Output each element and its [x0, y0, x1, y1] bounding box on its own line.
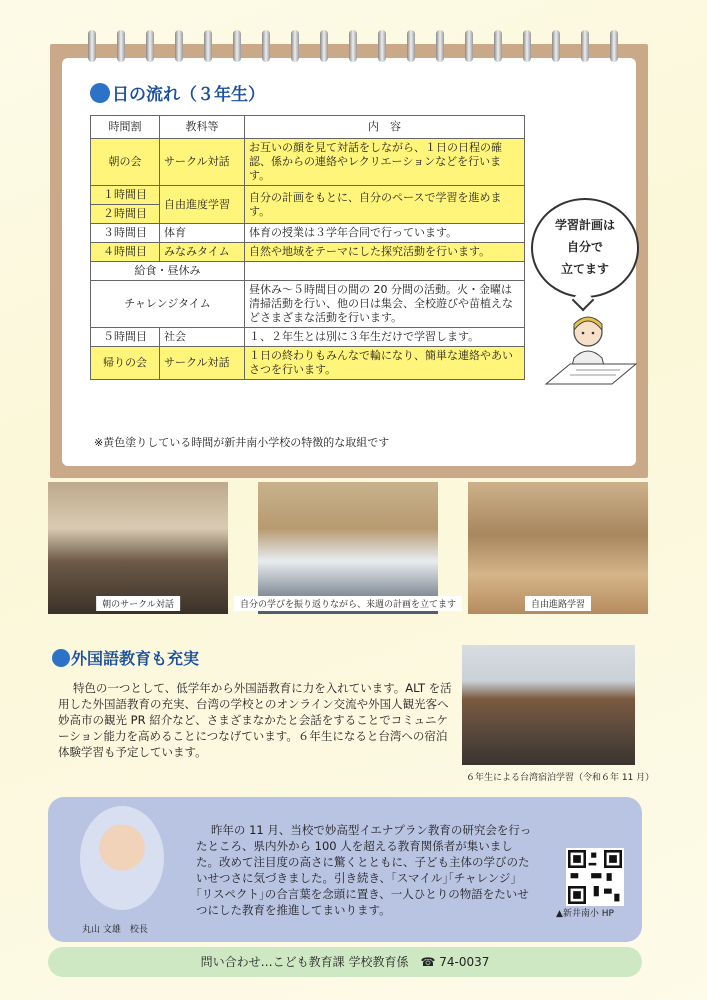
period-cell: 帰りの会 — [91, 347, 160, 380]
qr-label: ▲新井南小 HP — [556, 909, 614, 919]
bullet-icon — [90, 83, 110, 103]
schedule-table — [90, 115, 525, 380]
contact-bar: 問い合わせ…こども教育課 学校教育係 ☎ 74-0037 — [48, 947, 642, 977]
spiral-rings — [86, 30, 626, 64]
speech-bubble — [531, 198, 639, 298]
content-cell — [245, 262, 525, 281]
table-row — [91, 224, 525, 243]
foreign-language-body: 特色の一つとして、低学年から外国語教育に力を入れています。ALT を活用した外国語教育の充実、台湾の学校とのオンライン交流や外国人観光客へ妙高市の観光 PR 紹介など、さまざまなかたと会話をすることでコミュニケーション能力を高めることにつなげています。６年生になると台湾への宿泊体験学習も予定しています。 — [58, 681, 452, 759]
period-cell: 朝の会 — [91, 139, 160, 186]
photo-caption: ６年生による台湾宿泊学習（令和６年 11 月） — [466, 773, 655, 783]
subject-cell: サークル対話 — [160, 139, 245, 186]
content-cell: 昼休み～５時間目の間の 20 分間の活動。火・金曜は清掃活動を行い、他の日は集会、全校遊びや苗植えなどさまざまな活動を行います。 — [245, 281, 525, 328]
bubble-line: 自分で — [566, 240, 603, 254]
content-cell: 体育の授業は３学年合同で行っています。 — [245, 224, 525, 243]
table-row — [91, 262, 525, 281]
table-note: ※黄色塗りしている時間が新井南小学校の特徴的な取組です — [94, 436, 390, 449]
photo-taiwan-trip — [462, 645, 635, 765]
bubble-line: 学習計画は — [554, 218, 615, 232]
subject-cell: サークル対話 — [160, 347, 245, 380]
period-cell: ２時間目 — [91, 205, 160, 224]
principal-portrait — [80, 806, 164, 910]
photo-self-paced-learning — [468, 482, 648, 614]
table-row — [91, 243, 525, 262]
content-cell: １、２年生とは別に３年生だけで学習します。 — [245, 328, 525, 347]
subject-cell: 体育 — [160, 224, 245, 243]
period-cell: ３時間目 — [91, 224, 160, 243]
photo-caption: 自由進路学習 — [525, 596, 591, 611]
bullet-icon — [52, 649, 70, 667]
content-cell: お互いの顔を見て対話をしながら、１日の日程の確認、係からの連絡やレクリエーションなどを行います。 — [245, 139, 525, 186]
period-cell: １時間目 — [91, 186, 160, 205]
table-row — [91, 186, 525, 205]
table-row — [91, 328, 525, 347]
table-row — [91, 347, 525, 380]
bubble-line: 立てます — [560, 262, 609, 276]
principal-name: 丸山 文雄 校長 — [82, 925, 148, 935]
photo-morning-circle — [48, 482, 228, 614]
qr-code[interactable] — [566, 848, 624, 906]
principal-message: 昨年の 11 月、当校で妙高型イエナプラン教育の研究会を行ったところ、県内外から 100 人を超える教育関係者が集いました。改めて注目度の高さに驚くとともに、子ども主体の学びのたいせつさに気づきました。引き続き、｢スマイル｣｢チャレンジ｣｢リスペクト｣の合言葉を念頭に置き、一人ひとりの物語をたいせつにした教育を推進してまいります。 — [196, 823, 532, 917]
period-cell: 給食・昼休み — [91, 262, 245, 281]
content-cell: 自分の計画をもとに、自分のペースで学習を進めます。 — [245, 186, 525, 224]
table-header: 時間割 — [91, 116, 160, 139]
content-cell: １日の終わりもみんなで輪になり、簡単な連絡やあいさつを行います。 — [245, 347, 525, 380]
period-cell: ５時間目 — [91, 328, 160, 347]
subject-cell: 社会 — [160, 328, 245, 347]
table-row — [91, 139, 525, 186]
period-cell: ４時間目 — [91, 243, 160, 262]
photo-caption: 自分の学びを振り返りながら、来週の計画を立てます — [234, 596, 462, 611]
photo-caption: 朝のサークル対話 — [96, 596, 180, 611]
photo-weekly-plan — [239, 482, 457, 614]
section-title-foreign-language: 外国語教育も充実 — [52, 646, 199, 669]
table-header: 教科等 — [160, 116, 245, 139]
content-cell: 自然や地域をテーマにした探究活動を行います。 — [245, 243, 525, 262]
table-header: 内 容 — [245, 116, 525, 139]
period-cell: チャレンジタイム — [91, 281, 245, 328]
section-title-daily-flow: 日の流れ（３年生） — [90, 80, 265, 105]
table-row — [91, 281, 525, 328]
subject-cell: 自由進度学習 — [160, 186, 245, 224]
table-header-row — [91, 116, 525, 139]
student-illustration — [540, 310, 640, 390]
subject-cell: みなみタイム — [160, 243, 245, 262]
